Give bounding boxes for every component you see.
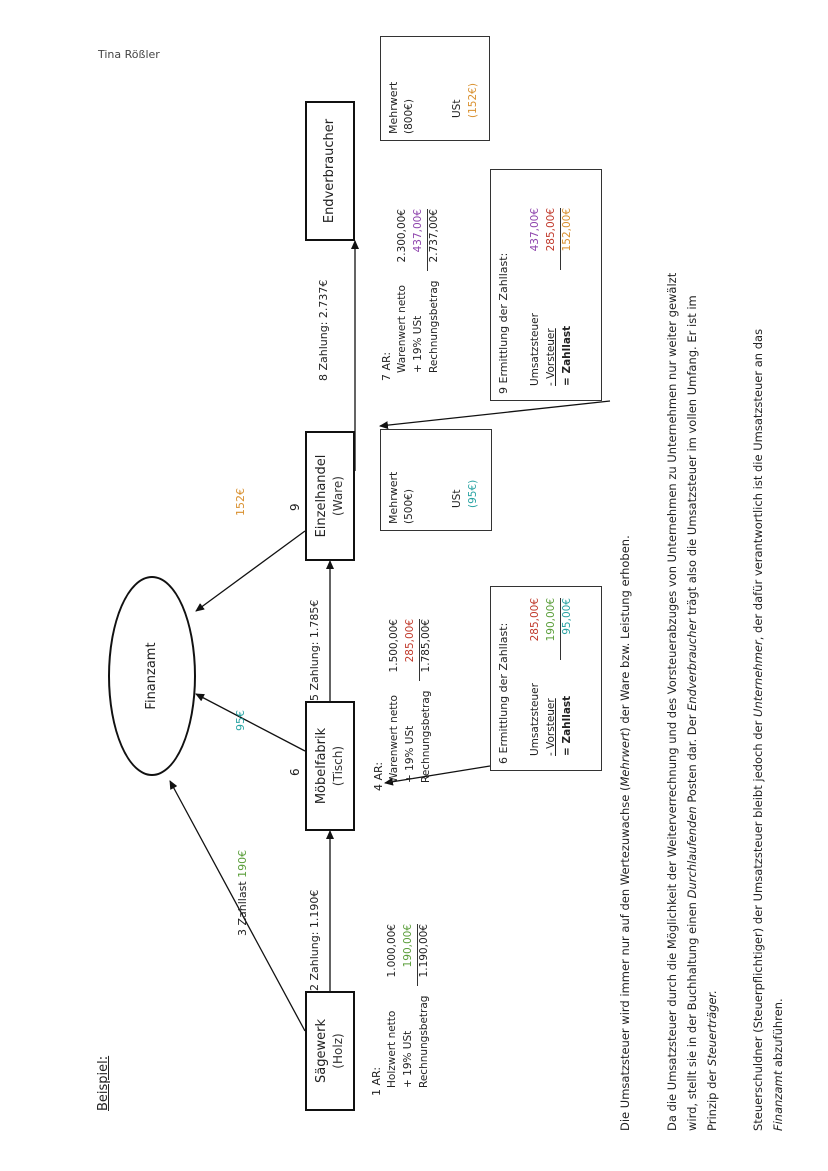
finanzamt-node xyxy=(108,576,196,776)
mehrwert-box-1 xyxy=(380,429,492,531)
zahllast-6-row1-value: 285,00€ xyxy=(529,598,541,642)
p2-line-1: Da die Umsatzsteuer durch die Möglichkeit der Weiterverrechnung und des Vorsteuerabzuges von Unternehmen zu Unternehmen nur weiter gewälzt xyxy=(665,272,679,1131)
edge-8-num: 8 xyxy=(317,374,330,381)
zahllast-9-row1-value: 437,00€ xyxy=(529,208,541,252)
heading: Beispiel: xyxy=(96,1055,111,1111)
mehrwert-2-ust-value: (152€) xyxy=(467,83,479,118)
zahllast-9-row2-label: - Vorsteuer xyxy=(545,328,557,386)
p1-italic: Mehrwert xyxy=(618,731,632,787)
mehrwert-1-title: Mehrwert xyxy=(387,471,400,524)
invoice-4-row3-value: 1.785,00€ xyxy=(420,619,432,673)
endverbraucher-node xyxy=(305,101,355,241)
p2-italic-3: Steuerträger. xyxy=(705,990,719,1067)
invoice-4-row1-label: Warenwert netto xyxy=(388,695,400,783)
zahllast-9-row3-label: = Zahllast xyxy=(561,325,573,386)
zahllast-9-row1-label: Umsatzsteuer xyxy=(529,313,541,386)
p3-part-b: , der dafür verantwortlich ist die Umsatzsteuer an das xyxy=(751,328,765,641)
paragraph-2 xyxy=(662,51,722,1131)
zahllast-9-row3-value: 152,00€ xyxy=(561,208,573,252)
arrow-zahllast9-to-einzel xyxy=(380,401,610,426)
p1-part-a: Die Umsatzsteuer wird immer nur auf den Wertezuwachse ( xyxy=(618,786,632,1131)
edge-3-text: Zahllast xyxy=(236,881,249,926)
zahllast-box-6 xyxy=(490,586,602,771)
author-name: Tina Rößler xyxy=(98,48,160,61)
einzelhandel-name: Einzelhandel xyxy=(314,454,329,538)
saegewerk-name: Sägewerk xyxy=(314,1019,329,1083)
zahllast-9-title: Ermittlung der Zahllast: xyxy=(497,252,510,384)
mehrwert-2-value: (800€) xyxy=(403,99,415,134)
p2-part-b: wird, stellt sie in der Buchhaltung einen xyxy=(685,898,699,1131)
moebelfabrik-name: Möbelfabrik xyxy=(314,727,329,805)
invoice-4-row2-label: + 19% USt xyxy=(404,725,416,783)
arrow-einzel-to-finanzamt xyxy=(196,531,305,611)
arrow-moebel-to-finanzamt xyxy=(196,694,305,751)
invoice-4-num: 4 xyxy=(372,784,385,791)
invoice-1-row1-label: Holzwert netto xyxy=(386,1010,398,1088)
invoice-1-row3-label: Rechnungsbetrag xyxy=(418,995,430,1088)
invoice-4-header xyxy=(370,762,387,791)
edge-6-num: 6 xyxy=(288,768,302,776)
p2-italic-2: Endverbraucher xyxy=(685,618,699,711)
zahllast-9-row2-value: 285,00€ xyxy=(543,208,561,270)
edge-3-label xyxy=(234,850,251,936)
zahllast-6-row3-value: 95,00€ xyxy=(561,598,573,635)
zahllast-6-header xyxy=(495,623,512,764)
edge-6-amount: 95€ xyxy=(234,710,247,731)
mehrwert-1-ust: USt xyxy=(451,489,463,508)
invoice-7-row2-label: + 19% USt xyxy=(412,315,424,373)
endverbraucher-name: Endverbraucher xyxy=(322,118,337,224)
saegewerk-node xyxy=(305,991,355,1111)
invoice-7-num: 7 xyxy=(380,374,393,381)
edge-2-label xyxy=(306,890,323,991)
paragraph-1 xyxy=(615,71,635,1131)
invoice-1-row3-value: 1.190,00€ xyxy=(418,924,430,978)
invoice-7-row1-value: 2.300,00€ xyxy=(396,209,408,263)
p2-part-c: Posten dar. Der xyxy=(685,710,699,807)
edge-3-num: 3 xyxy=(236,929,249,936)
invoice-7-title: AR: xyxy=(380,351,393,371)
invoice-1-title: AR: xyxy=(370,1066,383,1086)
mehrwert-2-title: Mehrwert xyxy=(387,81,400,134)
invoice-1-row2-value: 190,00€ xyxy=(400,924,418,986)
invoice-7-header xyxy=(378,352,395,381)
p2-part-d: trägt also die Umsatzsteuer im vollen Umfang. Er ist im xyxy=(685,295,699,619)
zahllast-6-row1-label: Umsatzsteuer xyxy=(529,683,541,756)
edge-8-text: Zahlung: 2.737€ xyxy=(317,279,330,371)
finanzamt-label: Finanzamt xyxy=(144,642,159,710)
zahllast-6-row2-value: 190,00€ xyxy=(543,598,561,660)
invoice-7-row3-value: 2.737,00€ xyxy=(428,209,440,263)
edge-9-amount: 152€ xyxy=(234,488,247,516)
p2-part-e: Prinzip der xyxy=(705,1066,719,1131)
edge-5-text: Zahlung: 1.785€ xyxy=(308,599,321,691)
invoice-7-row2-value: 437,00€ xyxy=(410,209,428,271)
invoice-4-row2-value: 285,00€ xyxy=(402,619,420,681)
mehrwert-box-2 xyxy=(380,36,490,141)
p3-part-c: abzuführen. xyxy=(771,998,785,1071)
edge-9-num: 9 xyxy=(288,503,302,511)
mehrwert-1-value: (500€) xyxy=(403,489,415,524)
invoice-1-row1-value: 1.000,00€ xyxy=(386,924,398,978)
mehrwert-1-ust-value: (95€) xyxy=(467,479,479,508)
einzelhandel-sub: (Ware) xyxy=(331,476,345,516)
invoice-1-header xyxy=(368,1067,385,1096)
p1-part-b: ) der Ware bzw. Leistung erhoben. xyxy=(618,535,632,732)
edge-5-label xyxy=(306,600,323,701)
invoice-1-num: 1 xyxy=(370,1089,383,1096)
invoice-4-row1-value: 1.500,00€ xyxy=(388,619,400,673)
invoice-4-title: AR: xyxy=(372,761,385,781)
p3-italic-2: Finanzamt xyxy=(771,1070,785,1131)
saegewerk-sub: (Holz) xyxy=(331,1033,345,1069)
p3-italic-1: Unternehmer xyxy=(751,640,765,717)
invoice-7-row1-label: Warenwert netto xyxy=(396,285,408,373)
p2-italic-1: Durchlaufenden xyxy=(685,806,699,899)
edge-2-num: 2 xyxy=(308,984,321,991)
zahllast-6-title: Ermittlung der Zahllast: xyxy=(497,622,510,754)
moebelfabrik-sub: (Tisch) xyxy=(331,745,345,787)
paragraph-3 xyxy=(748,51,788,1131)
p3-part-a: Steuerschuldner (Steuerpflichtiger) der Umsatzsteuer bleibt jedoch der xyxy=(751,716,765,1131)
zahllast-9-num: 9 xyxy=(497,387,510,394)
invoice-7-row3-label: Rechnungsbetrag xyxy=(428,280,440,373)
edge-2-text: Zahlung: 1.190€ xyxy=(308,889,321,981)
zahllast-6-row3-label: = Zahllast xyxy=(561,695,573,756)
zahllast-9-header xyxy=(495,253,512,394)
zahllast-6-num: 6 xyxy=(497,757,510,764)
edge-5-num: 5 xyxy=(308,694,321,701)
zahllast-box-9 xyxy=(490,169,602,401)
edge-3-amount: 190€ xyxy=(236,849,249,878)
invoice-4-row3-label: Rechnungsbetrag xyxy=(420,690,432,783)
edge-8-label xyxy=(315,280,332,381)
mehrwert-2-ust: USt xyxy=(451,99,463,118)
moebelfabrik-node xyxy=(305,701,355,831)
einzelhandel-node xyxy=(305,431,355,561)
invoice-1-row2-label: + 19% USt xyxy=(402,1030,414,1088)
zahllast-6-row2-label: - Vorsteuer xyxy=(545,698,557,756)
